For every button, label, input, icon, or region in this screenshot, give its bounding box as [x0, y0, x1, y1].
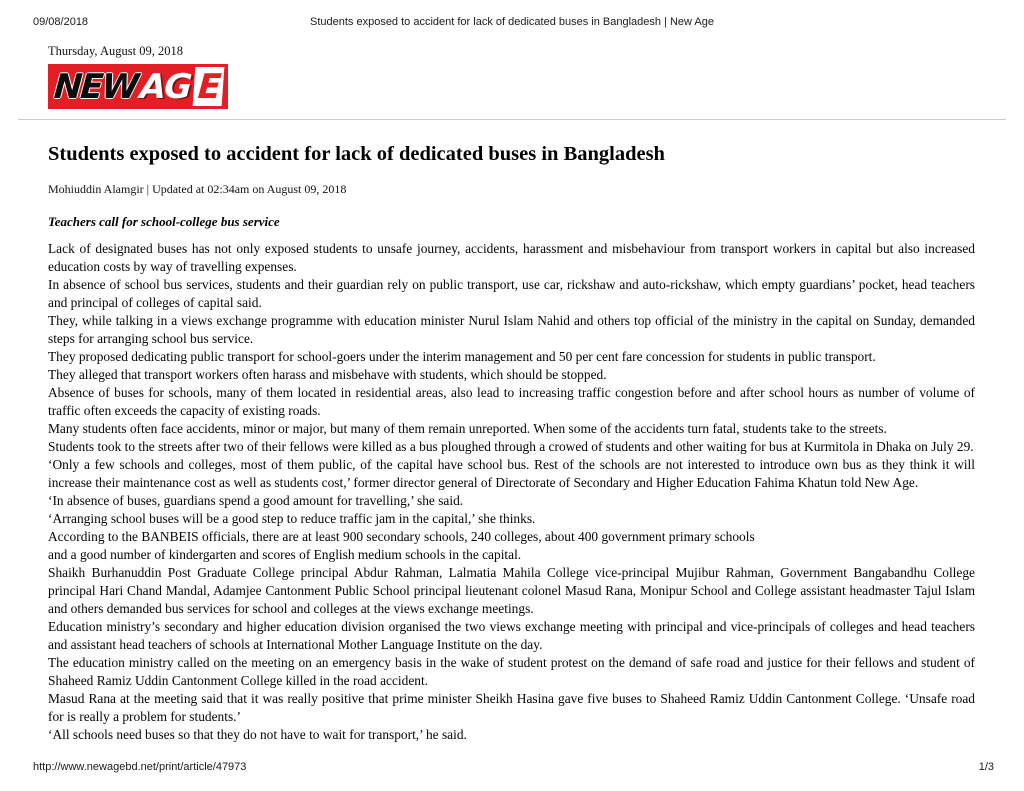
- article-paragraph: They alleged that transport workers often harass and misbehave with students, which should be stopped.: [48, 366, 607, 382]
- newage-logo: [48, 64, 228, 109]
- article-subhead: Teachers call for school-college bus service: [48, 213, 280, 229]
- article-paragraph: They proposed dedicating public transport for school-goers under the interim management and 50 per cent fare concession for students in public transport.: [48, 348, 876, 364]
- article-paragraph: and a good number of kindergarten and scores of English medium schools in the capital.: [48, 546, 522, 562]
- article-content: [0, 142, 1024, 744]
- print-footer-page-indicator: 1/3: [978, 761, 994, 773]
- article-headline: Students exposed to accident for lack of dedicated buses in Bangladesh: [48, 143, 665, 165]
- print-footer: [0, 761, 1024, 774]
- article-paragraph: Masud Rana at the meeting said that it was really positive that prime minister Sheikh Hasina gave five buses to Shaheed Ramiz Uddin Cantonment College. ‘Unsafe road for is really a problem for students.’: [48, 690, 975, 724]
- logo-text-e: E: [193, 67, 225, 106]
- article-paragraph: Many students often face accidents, minor or major, but many of them remain unreported. When some of the accidents turn fatal, students take to the streets.: [48, 420, 887, 436]
- header-divider: [18, 119, 1006, 120]
- masthead-date: Thursday, August 09, 2018: [48, 44, 183, 58]
- article-body: [48, 240, 975, 744]
- print-header-title: Students exposed to accident for lack of dedicated buses in Bangladesh | New Age: [309, 16, 714, 28]
- article-paragraph: Absence of buses for schools, many of them located in residential areas, also lead to increasing traffic congestion before and after school hours as number of volume of traffic often exceeds the capacity of existing roads.: [48, 384, 975, 418]
- logo-text-new: NEW: [52, 66, 139, 107]
- article-paragraph: ‘Only a few schools and colleges, most of them public, of the capital have school bus. Rest of the schools are not interested to introduce own bus as they think it will increase their maintenance cost as well as students cost,’ former director general of Directorate of Secondary and Higher Education Fahima Khatun told New Age.: [48, 456, 975, 490]
- article-paragraph: ‘All schools need buses so that they do not have to wait for transport,’ he said.: [48, 726, 467, 742]
- article-paragraph: ‘Arranging school buses will be a good step to reduce traffic jam in the capital,’ she thinks.: [48, 510, 536, 526]
- article-byline: Mohiuddin Alamgir | Updated at 02:34am on August 09, 2018: [48, 181, 347, 196]
- print-header: [0, 16, 1024, 30]
- article-paragraph: They, while talking in a views exchange programme with education minister Nurul Islam Nahid and others top official of the ministry in the capital on Sunday, demanded steps for arranging school bus service.: [48, 312, 975, 346]
- print-footer-url: http://www.newagebd.net/print/article/47973: [33, 761, 247, 773]
- article-paragraph: Shaikh Burhanuddin Post Graduate College principal Abdur Rahman, Lalmatia Mahila College vice-principal Mujibur Rahman, Government Bangabandhu College principal Hari Chand Mandal, Adamjee Cantonment Public School principal lieutenant colonel Masud Rana, Monipur School and College assistant headmaster Tajul Islam and others demanded bus services for school and colleges at the views exchange meetings.: [48, 564, 975, 616]
- article-paragraph: In absence of school bus services, students and their guardian rely on public transport, use car, rickshaw and auto-rickshaw, which empty guardians’ pocket, head teachers and principal of colleges of capital said.: [48, 276, 975, 310]
- print-header-date: 09/08/2018: [33, 16, 89, 28]
- article-paragraph: According to the BANBEIS officials, there are at least 900 secondary schools, 240 colleges, about 400 government primary schools: [48, 528, 755, 544]
- article-paragraph: Education ministry’s secondary and higher education division organised the two views exchange meeting with principal and vice-principals of colleges and head teachers and assistant head teachers of schools at International Mother Language Institute on the day.: [48, 618, 975, 652]
- article-paragraph: Students took to the streets after two of their fellows were killed as a bus ploughed through a crowed of students and other waiting for bus at Kurmitola in Dhaka on July 29.: [48, 438, 974, 454]
- article-paragraph: Lack of designated buses has not only exposed students to unsafe journey, accidents, harassment and misbehaviour from transport workers in capital but also increased education costs by way of travelling expenses.: [48, 240, 975, 274]
- logo-text-ag: AG: [138, 66, 192, 107]
- article-paragraph: The education ministry called on the meeting on an emergency basis in the wake of student protest on the demand of safe road and justice for their fellows and student of Shaheed Ramiz Uddin Cantonment College killed in the road accident.: [48, 654, 975, 688]
- article-paragraph: ‘In absence of buses, guardians spend a good amount for travelling,’ she said.: [48, 492, 464, 508]
